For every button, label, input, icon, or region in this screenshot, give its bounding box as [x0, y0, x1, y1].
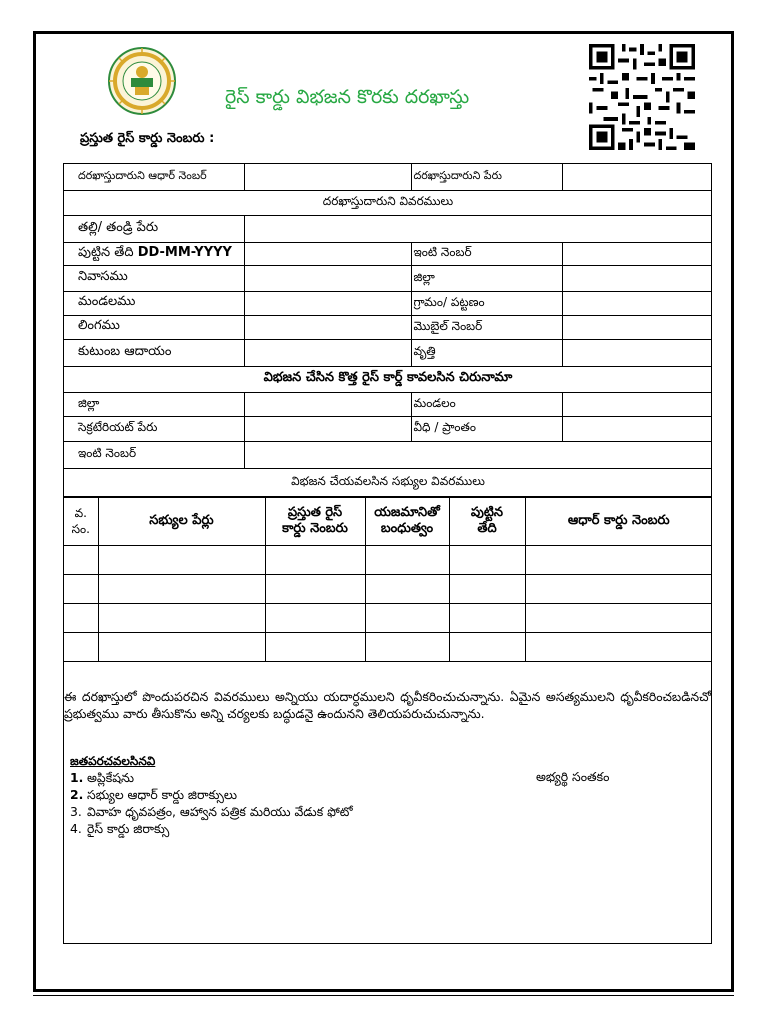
occupation-field[interactable] [562, 339, 712, 366]
declaration-text: ఈ దరఖాస్తులో పొందుపరచిన వివరములు అన్నియు యదార్ధములని ధృవీకరించుచున్నాను. ఏమైన అసత్యములని ధృవీకరించబడినచో ప్రభుత్వము వారు తీసుకొను అన్ని చర్యలకు బద్ధుడనై ఉందునని తెలియపరుచుచున్నాను. [64, 689, 711, 721]
member-cell[interactable] [64, 603, 98, 632]
member-cell[interactable] [525, 632, 712, 661]
gender-field[interactable] [244, 315, 411, 339]
mobile-field[interactable] [562, 315, 712, 339]
col-dob: పుట్టిన తేది [449, 497, 525, 545]
member-cell[interactable] [449, 603, 525, 632]
member-cell[interactable] [64, 632, 98, 661]
parent-name-field[interactable] [244, 215, 712, 242]
applicant-name-label: దరఖాస్తుదారుని పేరు [411, 164, 562, 190]
member-cell[interactable] [265, 574, 365, 603]
member-row [64, 603, 712, 632]
new-address-heading: విభజన చేసిన కొత్త రైస్ కార్డ్ కావలసిన చిరునామా [64, 366, 712, 392]
new-mandal-field[interactable] [562, 392, 712, 416]
applicant-table [64, 164, 712, 497]
member-cell[interactable] [449, 545, 525, 574]
dob-label: పుట్టిన తేది DD-MM-YYYY [64, 242, 244, 265]
member-cell[interactable] [525, 603, 712, 632]
member-cell[interactable] [449, 632, 525, 661]
income-field[interactable] [244, 339, 411, 366]
new-house-no-field[interactable] [244, 441, 712, 468]
mobile-label: మొబైల్ నెంబర్ [411, 315, 562, 339]
residence-field[interactable] [244, 265, 411, 291]
member-cell[interactable] [365, 603, 449, 632]
member-cell[interactable] [98, 545, 265, 574]
house-no-field[interactable] [562, 242, 712, 265]
income-label: కుటుంబ ఆదాయం [64, 339, 244, 366]
aadhaar-field[interactable] [244, 164, 411, 190]
new-house-no-label: ఇంటి నెంబర్ [64, 441, 244, 468]
col-member-name: సభ్యుల పేర్లు [98, 497, 265, 545]
attachment-item: 3. వివాహ ధృవపత్రం, ఆహ్వాన పత్రిక మరియు వేడుక ఫోటో [70, 804, 353, 819]
member-cell[interactable] [365, 574, 449, 603]
member-cell[interactable] [98, 632, 265, 661]
member-cell[interactable] [98, 603, 265, 632]
new-district-label: జిల్లా [64, 392, 244, 416]
member-row [64, 574, 712, 603]
col-aadhaar: ఆధార్ కార్డు నెంబరు [525, 497, 712, 545]
occupation-label: వృత్తి [411, 339, 562, 366]
new-mandal-label: మండలం [411, 392, 562, 416]
col-current-card: ప్రస్తుత రైస్ కార్డు నెంబరు [265, 497, 365, 545]
gender-label: లింగము [64, 315, 244, 339]
mandal-label: మండలము [64, 291, 244, 315]
members-table [64, 497, 712, 662]
attachments-heading: జతపరచవలసినవి [70, 754, 156, 768]
district-field[interactable] [562, 265, 712, 291]
attachment-item: 2. సభ్యుల ఆధార్ కార్డు జిరాక్సులు [70, 787, 237, 802]
dob-field[interactable] [244, 242, 411, 265]
col-relation: యజమానితో బంధుత్వం [365, 497, 449, 545]
parent-name-label: తల్లి/ తండ్రి పేరు [64, 215, 244, 242]
members-heading: విభజన చేయవలసిన సభ్యుల వివరములు [64, 468, 712, 496]
member-cell[interactable] [64, 545, 98, 574]
member-cell[interactable] [265, 603, 365, 632]
member-cell[interactable] [525, 545, 712, 574]
member-cell[interactable] [265, 632, 365, 661]
district-label: జిల్లా [411, 265, 562, 291]
aadhaar-label: దరఖాస్తుదారుని ఆధార్ నెంబర్ [64, 164, 244, 190]
village-field[interactable] [562, 291, 712, 315]
member-cell[interactable] [449, 574, 525, 603]
street-label: వీధి / ప్రాంతం [411, 416, 562, 441]
residence-label: నివాసము [64, 265, 244, 291]
attachments-list [70, 769, 353, 837]
village-label: గ్రామం/ పట్టణం [411, 291, 562, 315]
signature-label: అభ్యర్థి సంతకం [536, 769, 610, 784]
street-field[interactable] [562, 416, 712, 441]
secretariat-label: సెక్రటేరియట్ పేరు [64, 416, 244, 441]
current-card-number-label: ప్రస్తుత రైస్ కార్డు నెంబరు : [80, 131, 215, 146]
new-district-field[interactable] [244, 392, 411, 416]
member-cell[interactable] [265, 545, 365, 574]
member-row [64, 545, 712, 574]
member-cell[interactable] [365, 545, 449, 574]
member-cell[interactable] [365, 632, 449, 661]
ap-emblem-icon [107, 46, 177, 116]
member-row [64, 632, 712, 661]
form-title: రైస్ కార్డు విభజన కొరకు దరఖాస్తు [225, 86, 470, 108]
applicant-details-heading: దరఖాస్తుదారుని వివరములు [64, 190, 712, 215]
attachment-item: 4. రైస్ కార్డు జిరాక్సు [70, 821, 170, 836]
mandal-field[interactable] [244, 291, 411, 315]
house-no-label: ఇంటి నెంబర్ [411, 242, 562, 265]
member-cell[interactable] [525, 574, 712, 603]
attachment-item: 1. అప్లికేషను [70, 770, 135, 785]
member-cell[interactable] [98, 574, 265, 603]
col-sno: వ. సం. [64, 497, 98, 545]
qr-code-icon [586, 44, 698, 150]
applicant-name-field[interactable] [562, 164, 712, 190]
member-cell[interactable] [64, 574, 98, 603]
secretariat-field[interactable] [244, 416, 411, 441]
